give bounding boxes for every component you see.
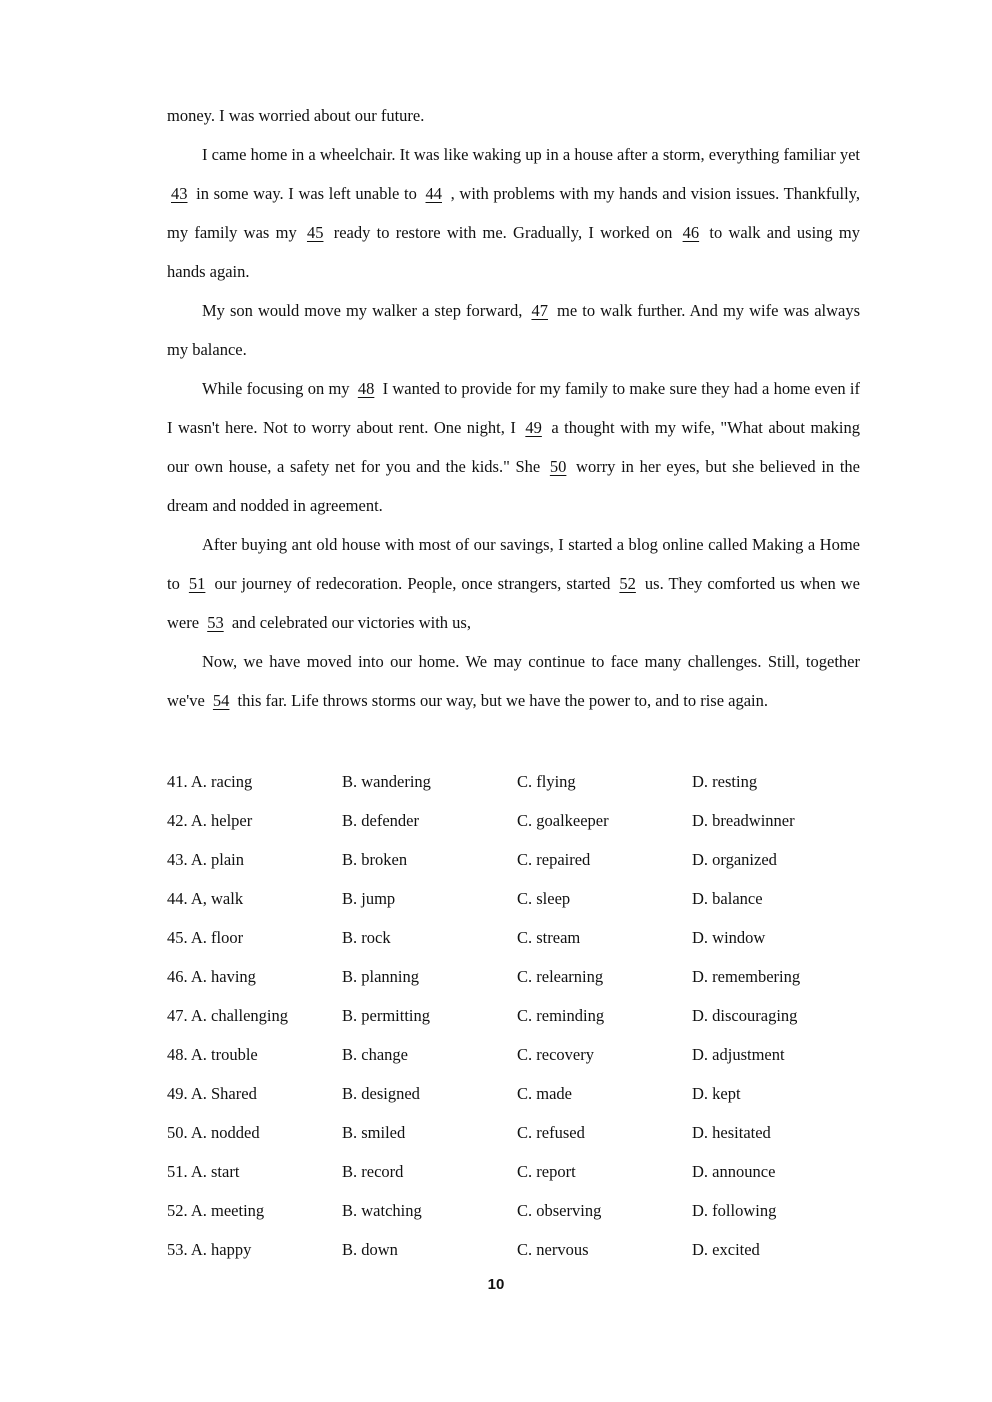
option-b: B. down xyxy=(342,1239,398,1259)
option-a: 51. A. start xyxy=(167,1161,240,1181)
option-row-49 xyxy=(167,1074,860,1113)
option-a: 44. A, walk xyxy=(167,888,244,908)
option-row-53 xyxy=(167,1230,860,1269)
paragraph-4 xyxy=(167,525,860,642)
options-list xyxy=(167,762,860,1269)
option-row-52 xyxy=(167,1191,860,1230)
option-c: C. relearning xyxy=(517,966,604,986)
option-row-45 xyxy=(167,918,860,957)
option-c: C. report xyxy=(517,1161,576,1181)
option-b: B. record xyxy=(342,1161,404,1181)
text: me to walk further. And my wife was always my balance. xyxy=(167,301,861,359)
option-b: B. rock xyxy=(342,927,391,947)
option-d: D. excited xyxy=(692,1239,760,1259)
text: I came home in a wheelchair. It was like waking up in a house after a storm, everything familiar yet xyxy=(202,145,860,164)
option-c: C. goalkeeper xyxy=(517,810,609,830)
passage xyxy=(167,96,860,720)
option-c: C. sleep xyxy=(517,888,571,908)
text: in some way. I was left unable to xyxy=(196,184,417,203)
text: Now, we have moved into our home. We may continue to face many challenges. Still, together we've xyxy=(167,652,860,710)
paragraph-5 xyxy=(167,642,860,720)
text: our journey of redecoration. People, once strangers, started xyxy=(214,574,611,593)
text: this far. Life throws storms our way, but we have the power to, and to rise again. xyxy=(237,691,769,710)
option-b: B. designed xyxy=(342,1083,420,1103)
option-row-42 xyxy=(167,801,860,840)
option-d: D. adjustment xyxy=(692,1044,785,1064)
option-a: 53. A. happy xyxy=(167,1239,252,1259)
option-row-48 xyxy=(167,1035,860,1074)
option-d: D. kept xyxy=(692,1083,741,1103)
blank-46: 46 xyxy=(682,223,700,242)
blank-54: 54 xyxy=(212,691,230,710)
paragraph-0: money. I was worried about our future. xyxy=(167,106,425,125)
option-a: 48. A. trouble xyxy=(167,1044,258,1064)
blank-50: 50 xyxy=(549,457,567,476)
option-d: D. following xyxy=(692,1200,777,1220)
option-a: 52. A. meeting xyxy=(167,1200,265,1220)
option-c: C. made xyxy=(517,1083,572,1103)
option-row-44 xyxy=(167,879,860,918)
text: , with problems with my hands and vision issues. Thankfully, my family was my xyxy=(167,184,861,242)
option-row-47 xyxy=(167,996,860,1035)
option-c: C. flying xyxy=(517,771,576,791)
blank-52: 52 xyxy=(619,574,636,593)
option-row-50 xyxy=(167,1113,860,1152)
text: to walk and using my hands again. xyxy=(167,223,861,281)
option-b: B. planning xyxy=(342,966,419,986)
blank-48: 48 xyxy=(357,379,375,398)
option-a: 47. A. challenging xyxy=(167,1005,288,1025)
option-c: C. recovery xyxy=(517,1044,594,1064)
option-b: B. watching xyxy=(342,1200,422,1220)
option-d: D. hesitated xyxy=(692,1122,771,1142)
option-d: D. announce xyxy=(692,1161,776,1181)
option-row-51 xyxy=(167,1152,860,1191)
option-d: D. breadwinner xyxy=(692,810,795,830)
option-b: B. wandering xyxy=(342,771,431,791)
text: ready to restore with me. Gradually, I worked on xyxy=(333,223,673,242)
option-row-46 xyxy=(167,957,860,996)
option-a: 46. A. having xyxy=(167,966,256,986)
text: a thought with my wife, "What about making our own house, a safety net for you and the kids." She xyxy=(167,418,861,476)
option-row-43 xyxy=(167,840,860,879)
paragraph-1 xyxy=(167,135,860,291)
option-c: C. stream xyxy=(517,927,581,947)
blank-45: 45 xyxy=(306,223,324,242)
option-c: C. observing xyxy=(517,1200,602,1220)
text: After buying ant old house with most of our savings, I started a blog online called Making a Home to xyxy=(167,535,860,593)
option-b: B. broken xyxy=(342,849,408,869)
option-a: 45. A. floor xyxy=(167,927,244,947)
option-a: 42. A. helper xyxy=(167,810,253,830)
option-b: B. defender xyxy=(342,810,419,830)
page-number: 10 xyxy=(487,1276,505,1293)
blank-44: 44 xyxy=(425,184,442,203)
option-c: C. repaired xyxy=(517,849,591,869)
blank-51: 51 xyxy=(188,574,206,593)
paragraph-2 xyxy=(167,291,860,369)
option-b: B. permitting xyxy=(342,1005,430,1025)
text: My son would move my walker a step forward, xyxy=(202,301,523,320)
option-row-41 xyxy=(167,762,860,801)
text: worry in her eyes, but she believed in the dream and nodded in agreement. xyxy=(167,457,860,515)
option-b: B. change xyxy=(342,1044,408,1064)
option-c: C. reminding xyxy=(517,1005,605,1025)
option-b: B. jump xyxy=(342,888,396,908)
option-d: D. resting xyxy=(692,771,758,791)
option-a: 41. A. racing xyxy=(167,771,253,791)
option-d: D. balance xyxy=(692,888,763,908)
option-d: D. window xyxy=(692,927,766,947)
option-a: 43. A. plain xyxy=(167,849,244,869)
text: us. They comforted us when we were xyxy=(167,574,861,632)
blank-53: 53 xyxy=(207,613,224,632)
blank-47: 47 xyxy=(531,301,548,320)
option-a: 49. A. Shared xyxy=(167,1083,257,1103)
option-d: D. discouraging xyxy=(692,1005,798,1025)
text: I wanted to provide for my family to make sure they had a home even if I wasn't here. Not to worry about rent. One night, I xyxy=(167,379,861,437)
text: and celebrated our victories with us, xyxy=(231,613,471,632)
option-d: D. organized xyxy=(692,849,777,869)
text: While focusing on my xyxy=(202,379,350,398)
option-c: C. nervous xyxy=(517,1239,589,1259)
option-a: 50. A. nodded xyxy=(167,1122,260,1142)
blank-49: 49 xyxy=(525,418,542,437)
option-d: D. remembering xyxy=(692,966,801,986)
option-b: B. smiled xyxy=(342,1122,406,1142)
blank-43: 43 xyxy=(171,184,188,203)
paragraph-3 xyxy=(167,369,860,525)
option-c: C. refused xyxy=(517,1122,585,1142)
